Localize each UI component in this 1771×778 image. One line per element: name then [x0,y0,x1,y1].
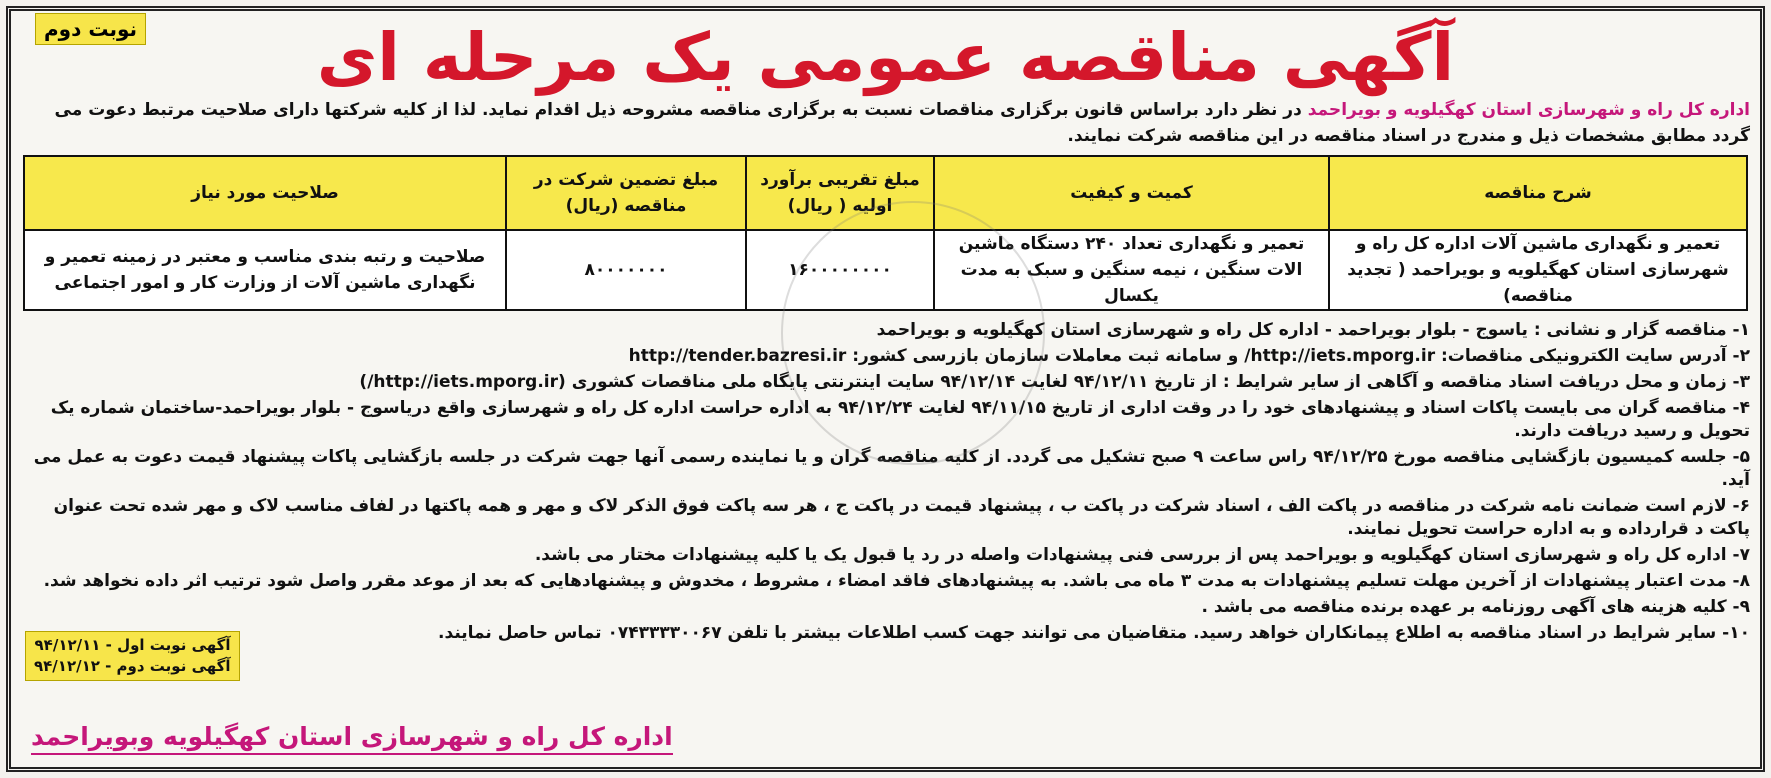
first-publication-date: آگهی نوبت اول - ۹۴/۱۲/۱۱ [34,636,231,654]
header-qualification: صلاحیت مورد نیاز [24,156,506,230]
condition-item: ۵- جلسه کمیسیون بازگشایی مناقصه مورخ ۹۴/۱۲/۲۵ راس ساعت ۹ صبح تشکیل می گردد. از کلیه مناقصه گران و یا نماینده رسمی آنها جهت شرکت در جلسه بازگشایی پاکات پیشنهاد قیمت دعوت به عمل می آید. [33,447,1750,490]
condition-item: ۳- زمان و محل دریافت اسناد مناقصه و آگاهی از سایر شرایط : از تاریخ ۹۴/۱۲/۱۱ لغایت ۹۴/۱۲/۱۴ سایت اینترنتی پایگاه ملی مناقصات کشوری (http://iets.mporg.ir/) [359,372,1750,392]
page-title: آگهی مناقصه عمومی یک مرحله ای [316,19,1455,96]
cell-description: تعمیر و نگهداری ماشین آلات اداره کل راه و شهرسازی استان کهگیلویه و بویراحمد ( تجدید مناقصه) [1329,230,1747,310]
condition-item: ۸- مدت اعتبار پیشنهادات از آخرین مهلت تسلیم پیشنهادات به مدت ۳ ماه می باشد. به پیشنهادهای فاقد امضاء ، مشروط ، مخدوش و پیشنهادهایی که بعد از موعد مقرر واصل شود ترتیب اثر داده نخواهد شد. [43,571,1750,591]
condition-item: ۱۰- سایر شرایط در اسناد مناقصه به اطلاع پیمانکاران خواهد رسید. متقاضیان می توانند جهت کسب اطلاعات بیشتر با تلفن ۰۷۴۳۳۳۳۰۰۶۷ تماس حاصل نمایند. [438,623,1750,643]
publication-dates [25,631,240,681]
cell-quantity: تعمیر و نگهداری تعداد ۲۴۰ دستگاه ماشین الات سنگین ، نیمه سنگین و سبک به مدت یکسال [934,230,1329,310]
tender-table [23,155,1748,311]
cell-guarantee: ۸۰۰۰۰۰۰۰ [506,230,746,310]
header-estimate: مبلغ تقریبی برآورد اولیه ( ریال) [746,156,934,230]
condition-item: ۷- اداره کل راه و شهرسازی استان کهگیلویه و بویراحمد پس از بررسی فنی پیشنهادات واصله در رد یا قبول یک یا کلیه پیشنهادات مختار می باشد. [534,545,1750,565]
condition-item: ۶- لازم است ضمانت نامه شرکت در مناقصه در پاکت الف ، اسناد شرکت در پاکت ب ، پیشنهاد قیمت در پاکت ج ، هر سه پاکت فوق الذکر لاک و مهر و همه پاکتها در لفاف مناسب لاک و مهر شده تحت عنوان پاکت د قرارداده و به اداره حراست تحویل نمایند. [53,496,1750,539]
header-guarantee: مبلغ تضمین شرکت در مناقصه (ریال) [506,156,746,230]
second-publication-date: آگهی نوبت دوم - ۹۴/۱۲/۱۲ [34,657,231,675]
table-header-row [24,156,1747,230]
condition-item: ۹- کلیه هزینه های آگهی روزنامه بر عهده برنده مناقصه می باشد . [1201,597,1750,617]
intro-org-name: اداره کل راه و شهرسازی استان کهگیلویه و بویراحمد [1307,100,1750,120]
condition-item: ۴- مناقصه گران می بایست پاکات اسناد و پیشنهادهای خود را در وقت اداری از تاریخ ۹۴/۱۱/۱۵ لغایت ۹۴/۱۲/۲۴ به اداره حراست اداره کل راه و شهرسازی واقع دریاسوج - بلوار بویراحمد-ساختمان شماره یک تحویل و رسید دریافت دارند. [50,398,1750,441]
header-quantity: کمیت و کیفیت [934,156,1329,230]
table-row [24,230,1747,310]
round-badge: نوبت دوم [35,13,146,45]
intro-paragraph [11,95,1760,149]
intro-text: در نظر دارد براساس قانون برگزاری مناقصات نسبت به برگزاری مناقصه مشروحه ذیل اقدام نماید. لذا از کلیه شرکتها دارای صلاحیت مرتبط دعوت می گردد مطابق مشخصات ذیل و مندرج در اسناد مناقصه در این مناقصه شرکت نمایند. [54,100,1750,146]
ad-frame [6,6,1765,772]
cell-estimate: ۱۶۰۰۰۰۰۰۰۰ [746,230,934,310]
header-description: شرح مناقصه [1329,156,1747,230]
conditions-list [21,319,1750,645]
footer-org-name: اداره کل راه و شهرسازی استان کهگیلویه وبویراحمد [31,722,673,755]
condition-item: ۲- آدرس سایت الکترونیکی مناقصات: http://iets.mporg.ir/ و سامانه ثبت معاملات سازمان بازرسی کشور: http://tender.bazresi.ir [628,346,1750,366]
cell-qualification: صلاحیت و رتبه بندی مناسب و معتبر در زمینه تعمیر و نگهداری ماشین آلات از وزارت کار و امور اجتماعی [24,230,506,310]
condition-item: ۱- مناقصه گزار و نشانی : یاسوج - بلوار بویراحمد - اداره کل راه و شهرسازی استان کهگیلویه و بویراحمد [876,320,1750,340]
